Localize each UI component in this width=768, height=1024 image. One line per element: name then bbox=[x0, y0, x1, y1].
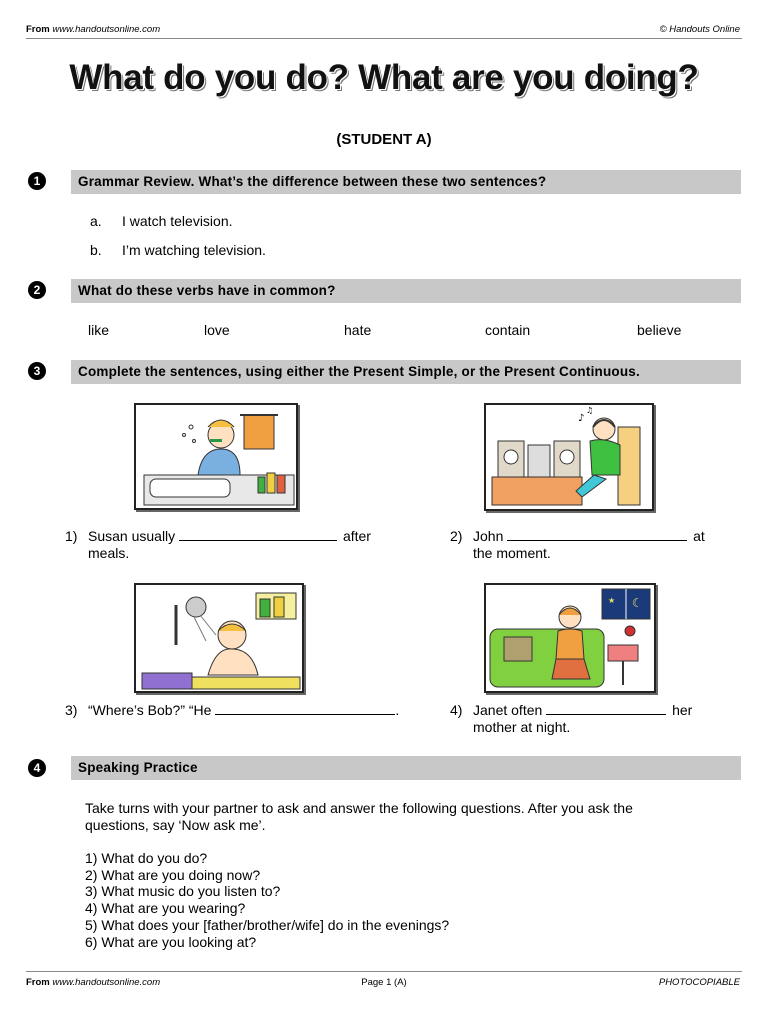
footer-divider bbox=[26, 971, 742, 972]
sentence-2-blank[interactable] bbox=[507, 528, 687, 541]
svg-text:♪: ♪ bbox=[578, 413, 585, 424]
sentence-3: “Where’s Bob?” “He . bbox=[88, 702, 400, 718]
speaking-question-6: 6) What are you looking at? bbox=[85, 934, 257, 950]
verb-believe: believe bbox=[637, 322, 682, 338]
section-4-heading: Speaking Practice bbox=[71, 756, 741, 780]
section-1-item-a-text: I watch television. bbox=[122, 213, 233, 229]
sentence-3-blank[interactable] bbox=[215, 702, 395, 715]
sentence-2-number: 2) bbox=[450, 528, 463, 544]
footer-source-url: www.handoutsonline.com bbox=[52, 977, 161, 988]
speaking-question-4: 4) What are you wearing? bbox=[85, 900, 246, 916]
page-subtitle: (STUDENT A) bbox=[336, 131, 432, 148]
page-title: What do you do? What are you doing? bbox=[69, 58, 699, 97]
illustration-susan-brushing-teeth bbox=[134, 403, 298, 510]
section-2-heading: What do these verbs have in common? bbox=[71, 279, 741, 303]
sentence-4-number: 4) bbox=[450, 702, 463, 718]
speaking-intro-line-1: Take turns with your partner to ask and answer the following questions. After you ask the bbox=[85, 800, 633, 816]
sentence-1-continuation: meals. bbox=[88, 545, 130, 561]
sentence-3-number: 3) bbox=[65, 702, 78, 718]
sentence-4-blank[interactable] bbox=[546, 702, 666, 715]
section-2-number-badge: 2 bbox=[28, 281, 46, 299]
section-4-number-badge: 4 bbox=[28, 759, 46, 777]
verb-hate: hate bbox=[344, 322, 372, 338]
sentence-1: Susan usually after bbox=[88, 528, 371, 544]
verb-love: love bbox=[204, 322, 230, 338]
header-divider bbox=[26, 38, 742, 39]
illustration-janet-on-phone bbox=[484, 583, 656, 693]
header-source-url: www.handoutsonline.com bbox=[52, 24, 161, 35]
sentence-1-number: 1) bbox=[65, 528, 78, 544]
sentence-4: Janet often her bbox=[473, 702, 693, 718]
sentence-4-continuation: mother at night. bbox=[473, 719, 571, 735]
section-1-heading: Grammar Review. What’s the difference between these two sentences? bbox=[71, 170, 741, 194]
sentence-2-continuation: the moment. bbox=[473, 545, 551, 561]
speaking-question-2: 2) What are you doing now? bbox=[85, 867, 261, 883]
footer-source: From www.handoutsonline.com bbox=[26, 977, 161, 988]
svg-text:☾: ☾ bbox=[632, 596, 643, 610]
sentence-1-blank[interactable] bbox=[179, 528, 337, 541]
header-copyright: © Handouts Online bbox=[659, 24, 740, 35]
svg-text:♫: ♫ bbox=[586, 406, 594, 415]
footer-photocopiable: PHOTOCOPIABLE bbox=[658, 977, 740, 988]
illustration-bob-showering bbox=[134, 583, 304, 693]
speaking-question-3: 3) What music do you listen to? bbox=[85, 883, 281, 899]
verb-contain: contain bbox=[485, 322, 531, 338]
section-1-number-badge: 1 bbox=[28, 172, 46, 190]
speaking-intro-line-2: questions, say ‘Now ask me’. bbox=[85, 817, 266, 833]
verb-like: like bbox=[88, 322, 110, 338]
section-1-item-b-letter: b. bbox=[90, 242, 102, 258]
section-3-number-badge: 3 bbox=[28, 362, 46, 380]
speaking-question-1: 1) What do you do? bbox=[85, 850, 208, 866]
section-1-item-a-letter: a. bbox=[90, 213, 102, 229]
header-source: From www.handoutsonline.com bbox=[26, 24, 161, 35]
svg-text:★: ★ bbox=[608, 596, 616, 605]
footer-page-number: Page 1 (A) bbox=[361, 977, 407, 988]
sentence-2: John at bbox=[473, 528, 705, 544]
section-1-item-b-text: I’m watching television. bbox=[122, 242, 266, 258]
speaking-question-5: 5) What does your [father/brother/wife] do in the evenings? bbox=[85, 917, 450, 933]
illustration-john-listening-music bbox=[484, 403, 654, 511]
section-3-heading: Complete the sentences, using either the Present Simple, or the Present Continuous. bbox=[71, 360, 741, 384]
